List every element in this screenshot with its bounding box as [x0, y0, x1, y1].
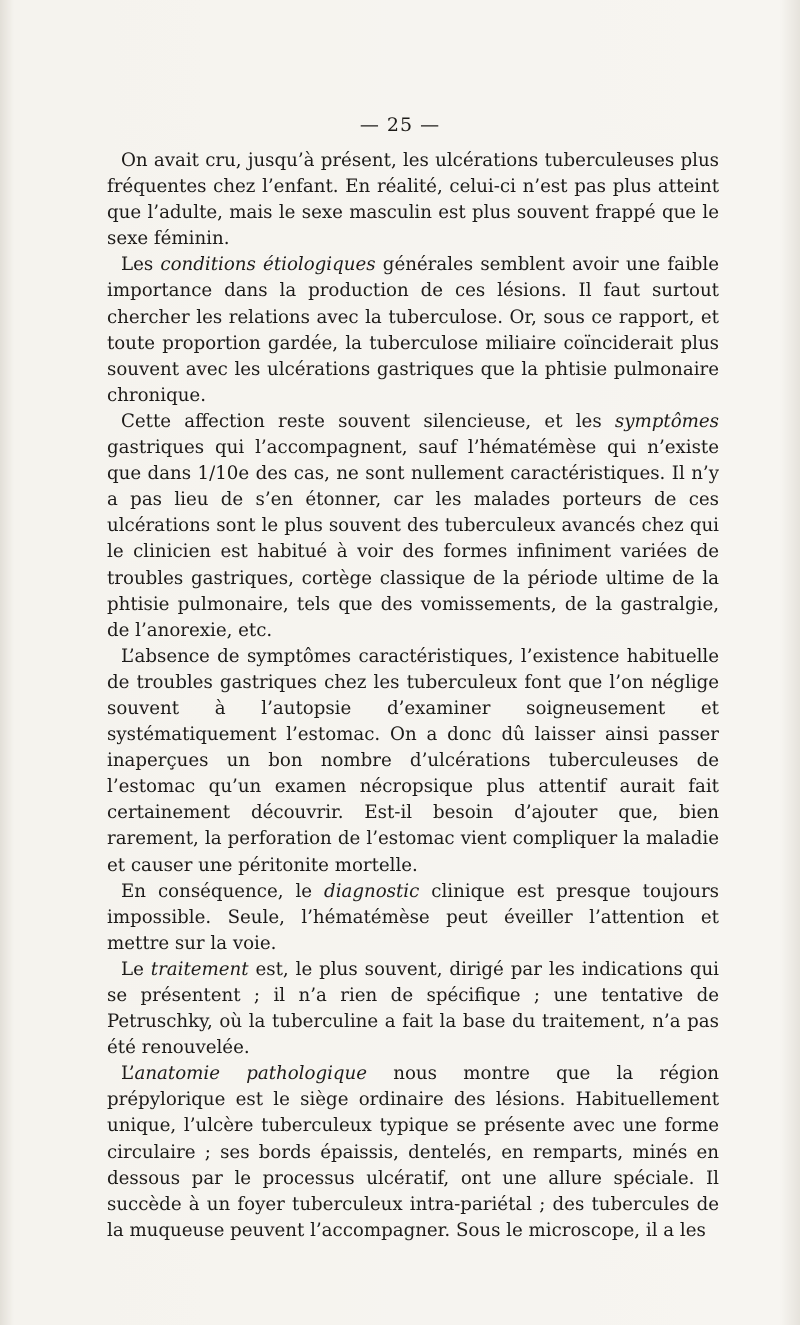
- text-segment: On avait cru, jusqu’à présent, les ulcérations tuberculeuses plus fréquentes chez l’enfant. En réalité, celui-ci n’est pas plus atteint que l’adulte, mais le sexe masculin est plus souvent frappé que le sexe féminin.: [107, 150, 719, 250]
- body-text: [107, 148, 719, 1244]
- text-segment: clinique est presque toujours impossible. Seule, l’hématémèse peut éveiller l’attention et mettre sur la voie.: [107, 880, 719, 954]
- italic-term: conditions étiologiques: [160, 254, 376, 276]
- text-segment: L’: [121, 1063, 135, 1085]
- paragraph: [107, 957, 719, 1061]
- text-segment: nous montre que la région prépylorique est le siège ordinaire des lésions. Habituellement unique, l’ulcère tuberculeux typique se présente avec une forme circulaire ; ses bords épaissis, dentelés, en remparts, minés en dessous par le processus ulcératif, ont une allure spéciale. Il succède à un foyer tuberculeux intra-pariétal ; des tubercules de la muqueuse peuvent l’accompagner. Sous le microscope, il a les: [107, 1063, 719, 1241]
- paragraph: [107, 879, 719, 957]
- text-segment: Les: [121, 254, 161, 276]
- text-segment: gastriques qui l’accompagnent, sauf l’hématémèse qui n’existe que dans 1/10e des cas, ne sont nullement caractéristiques. Il n’y a pas lieu de s’en étonner, car les malades porteurs de ces ulcérations sont le plus souvent des tuberculeux avancés chez qui le clinicien est habitué à voir des formes infiniment variées de troubles gastriques, cortège classique de la période ultime de la phtisie pulmonaire, tels que des vomissements, de la gastralgie, de l’anorexie, etc.: [107, 437, 719, 641]
- paragraph: [107, 252, 719, 409]
- text-segment: En conséquence, le: [121, 880, 325, 902]
- paragraph: [107, 148, 719, 252]
- italic-term: diagnostic: [324, 880, 420, 902]
- text-segment: Le: [121, 958, 151, 980]
- paragraph: [107, 1061, 719, 1244]
- text-segment: générales semblent avoir une faible importance dans la production de ces lésions. Il faut surtout chercher les relations avec la tuberculose. Or, sous ce rapport, et toute proportion gardée, la tuberculose miliaire coïnciderait plus souvent avec les ulcérations gastriques que la phtisie pulmonaire chronique.: [107, 254, 719, 406]
- italic-term: anatomie pathologique: [134, 1063, 368, 1085]
- italic-term: traitement: [150, 958, 249, 980]
- paragraph: [107, 409, 719, 644]
- italic-term: symptômes: [614, 410, 719, 432]
- page-number: — 25 —: [359, 114, 441, 136]
- text-segment: est, le plus souvent, dirigé par les indications qui se présentent ; il n’a rien de spécifique ; une tentative de Petruschky, où la tuberculine a fait la base du traitement, n’a pas été renouvelée.: [107, 958, 719, 1059]
- text-segment: Cette affection reste souvent silencieuse, et les: [121, 410, 615, 432]
- paragraph: [107, 644, 719, 879]
- text-segment: L’absence de symptômes caractéristiques, l’existence habituelle de troubles gastriques chez les tuberculeux font que l’on néglige souvent à l’autopsie d’examiner soigneusement et systématiquement l’estomac. On a donc dû laisser ainsi passer inaperçues un bon nombre d’ulcérations tuberculeuses de l’estomac qu’un examen nécropsique plus attentif aurait fait certainement découvrir. Est-il besoin d’ajouter que, bien rarement, la perforation de l’estomac vient compliquer la maladie et causer une péritonite mortelle.: [107, 645, 719, 876]
